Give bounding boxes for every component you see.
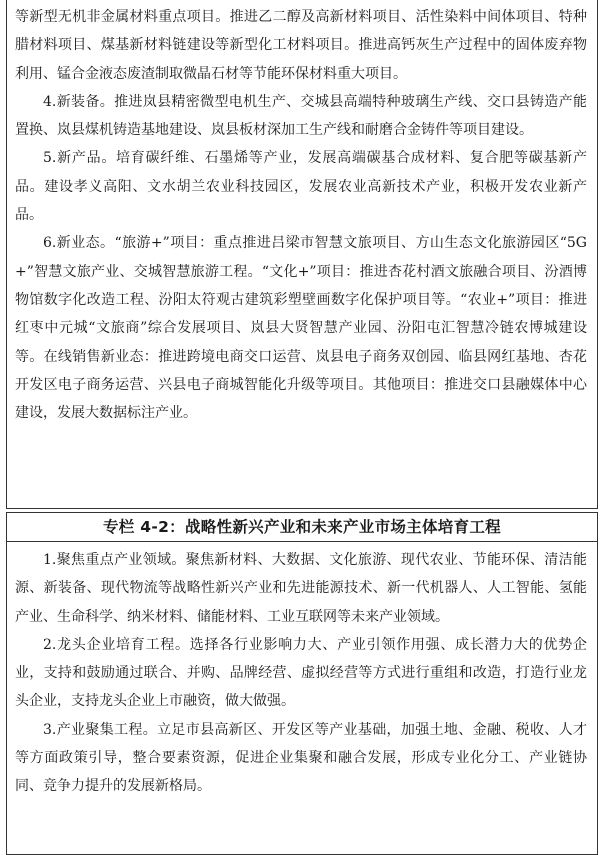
paragraph-industry-agglomeration: 3.产业聚集工程。立足市县高新区、开发区等产业基础，加强土地、金融、税收、人才等方面政策引导，整合要素资源，促进企业集聚和融合发展，形成专业化分工、产业链协同、竞争力提升的发展新格局。 xyxy=(15,721,587,795)
column-box-continued xyxy=(6,0,598,509)
paragraph-new-business-forms: 6.新业态。“旅游+”项目：重点推进吕梁市智慧文旅项目、方山生态文化旅游园区“5G+”智慧文旅产业、交城智慧旅游工程。“文化+”项目：推进杏花村酒文旅融合项目、汾酒博物馆数字化改造工程、汾阳太符观古建筑彩塑壁画数字化保护项目等。“农业+”项目：推进红枣中元城“文旅商”综合发展项目、岚县大贤智慧产业园、汾阳屯汇智慧冷链农博城建设等。在线销售新业态：推进跨境电商交口运营、岚县电子商务双创园、临县网红基地、杏花开发区电子商务运营、兴县电子商城智能化升级等项目。其他项目：推进交口县融媒体中心建设，发展大数据标注产业。 xyxy=(15,235,587,422)
column-title: 专栏 4-2：战略性新兴产业和未来产业市场主体培育工程 xyxy=(7,513,597,542)
paragraph-new-products: 5.新产品。培育碳纤维、石墨烯等产业，发展高端碳基合成材料、复合肥等碳基新产品。建设孝义高阳、文水胡兰农业科技园区，发展农业高新技术产业，积极开发农业新产品。 xyxy=(15,150,587,224)
column-body xyxy=(15,542,587,801)
paragraph-focus-key-industries: 1.聚焦重点产业领域。聚焦新材料、大数据、文化旅游、现代农业、节能环保、清洁能源、新装备、现代物流等战略性新兴产业和先进能源技术、新一代机器人、人工智能、氢能产业、生命科学、纳米材料、储能材料、工业互联网等未来产业领域。 xyxy=(15,552,587,625)
paragraph-new-equipment: 4.新装备。推进岚县精密微型电机生产、交城县高端特种玻璃生产线、交口县铸造产能置换、岚县煤机铸造基地建设、岚县板材深加工生产线和耐磨合金铸件等项目建设。 xyxy=(15,93,587,139)
column-box-4-2 xyxy=(6,512,598,855)
paragraph-leading-enterprise-cultivation: 2.龙头企业培育工程。选择各行业影响力大、产业引领作用强、成长潜力大的优势企业，支持和鼓励通过联合、并购、品牌经营、虚拟经营等方式进行重组和改造，打造行业龙头企业，支持龙头企业上市融资，做大做强。 xyxy=(15,636,587,710)
paragraph-new-materials-continued: 等新型无机非金属材料重点项目。推进乙二醇及高新材料项目、活性染料中间体项目、特种腊材料项目、煤基新材料链建设等新型化工材料项目。推进高钙灰生产过程中的固体废弃物利用、锰合金液态废渣制取微晶石材等节能环保材料重大项目。 xyxy=(15,9,587,82)
